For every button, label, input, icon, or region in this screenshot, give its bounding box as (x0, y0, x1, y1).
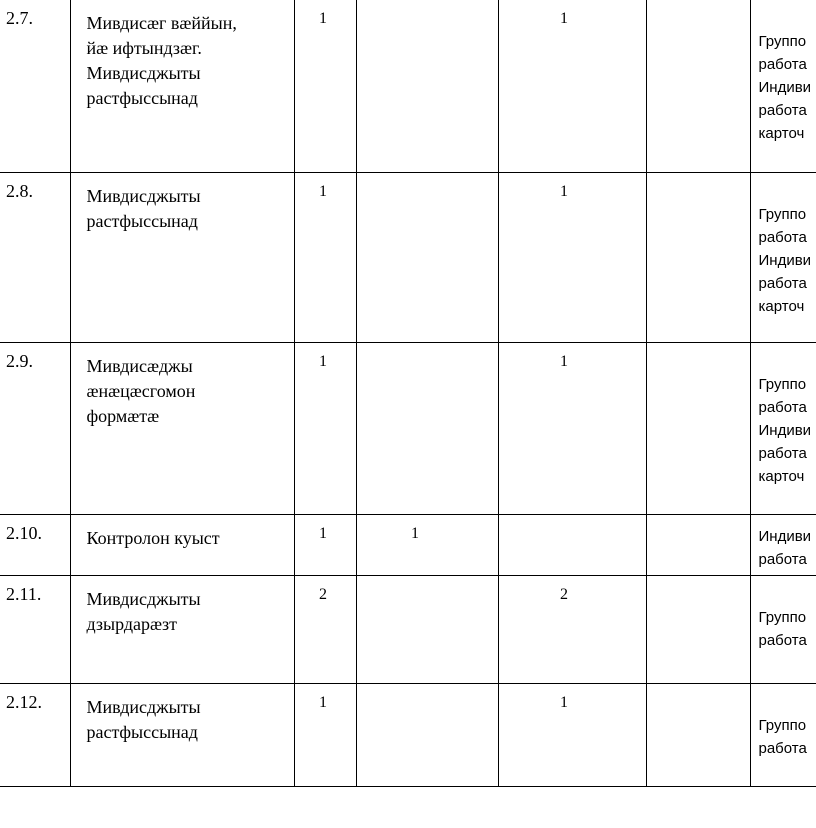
row-practice-hours: 1 (560, 10, 568, 27)
table-row (0, 0, 816, 172)
row-theory-hours (357, 576, 498, 586)
row-practice-hours (499, 515, 646, 525)
row-number: 2.10. (6, 522, 42, 543)
cell-practice-hours (498, 0, 646, 172)
cell-theory-hours (356, 575, 498, 683)
row-topic: Мивдисæджы æнæцæсгомон формæтæ (86, 355, 196, 426)
cell-total-hours (294, 575, 356, 683)
cell-topic (70, 0, 294, 172)
table-row (0, 514, 816, 575)
cell-practice-hours (498, 172, 646, 342)
row-theory-hours (357, 173, 498, 183)
row-control (647, 576, 750, 586)
cell-practice-hours (498, 514, 646, 575)
row-theory-hours (357, 684, 498, 694)
table-row (0, 342, 816, 514)
row-form: Группо работа Индиви работа карточ (758, 375, 812, 485)
cell-form (750, 575, 816, 683)
row-theory-hours: 1 (411, 524, 419, 542)
row-topic: Мивдисджыты дзырдарæзт (86, 588, 201, 634)
cell-topic (70, 514, 294, 575)
cell-form (750, 514, 816, 575)
cell-total-hours (294, 342, 356, 514)
cell-topic (70, 575, 294, 683)
cell-control (646, 342, 750, 514)
cell-theory-hours (356, 514, 498, 575)
cell-number (0, 172, 70, 342)
cell-number (0, 342, 70, 514)
cell-total-hours (294, 514, 356, 575)
cell-practice-hours (498, 575, 646, 683)
row-theory-hours (357, 0, 498, 10)
row-form: Группо работа Индиви работа карточ (758, 33, 812, 142)
cell-theory-hours (356, 342, 498, 514)
cell-control (646, 0, 750, 172)
table-row (0, 683, 816, 786)
table-row (0, 575, 816, 683)
cell-total-hours (294, 0, 356, 172)
row-form: Группо работа (758, 608, 807, 649)
row-topic: Мивдисджыты растфыссынад (86, 696, 201, 742)
row-number: 2.12. (6, 691, 42, 712)
cell-control (646, 575, 750, 683)
row-total-hours: 1 (319, 182, 327, 200)
cell-topic (70, 172, 294, 342)
cell-number (0, 683, 70, 786)
cell-topic (70, 683, 294, 786)
cell-practice-hours (498, 683, 646, 786)
cell-total-hours (294, 172, 356, 342)
cell-theory-hours (356, 172, 498, 342)
row-control (647, 0, 750, 10)
cell-control (646, 514, 750, 575)
row-practice-hours: 2 (560, 585, 568, 603)
row-theory-hours (357, 343, 498, 353)
row-total-hours: 1 (319, 693, 327, 711)
row-topic: Контролон куыст (86, 527, 220, 548)
row-topic: Мивдисæг вæййын, йæ ифтындзæг. Мивдисджыты растфыссынад (86, 13, 237, 108)
row-number: 2.11. (6, 583, 42, 604)
cell-practice-hours (498, 342, 646, 514)
row-form: Группо работа (758, 716, 807, 757)
row-form: Группо работа Индиви работа карточ (758, 205, 812, 315)
row-control (647, 515, 750, 525)
row-total-hours: 2 (319, 585, 327, 603)
row-number: 2.7. (6, 8, 33, 28)
table-row (0, 172, 816, 342)
row-practice-hours: 1 (560, 352, 568, 370)
row-number: 2.8. (6, 180, 33, 201)
row-total-hours: 1 (319, 524, 327, 542)
cell-topic (70, 342, 294, 514)
cell-control (646, 172, 750, 342)
cell-number (0, 0, 70, 172)
cell-form (750, 342, 816, 514)
row-total-hours: 1 (319, 10, 327, 27)
row-control (647, 684, 750, 694)
row-total-hours: 1 (319, 352, 327, 370)
row-form: Индиви работа (758, 527, 812, 568)
cell-form (750, 0, 816, 172)
cell-number (0, 575, 70, 683)
cell-total-hours (294, 683, 356, 786)
cell-form (750, 172, 816, 342)
cell-form (750, 683, 816, 786)
cell-number (0, 514, 70, 575)
row-topic: Мивдисджыты растфыссынад (86, 185, 201, 231)
row-practice-hours: 1 (560, 693, 568, 711)
cell-theory-hours (356, 0, 498, 172)
row-control (647, 343, 750, 353)
row-number: 2.9. (6, 350, 33, 371)
row-practice-hours: 1 (560, 182, 568, 200)
cell-theory-hours (356, 683, 498, 786)
row-control (647, 173, 750, 183)
cell-control (646, 683, 750, 786)
